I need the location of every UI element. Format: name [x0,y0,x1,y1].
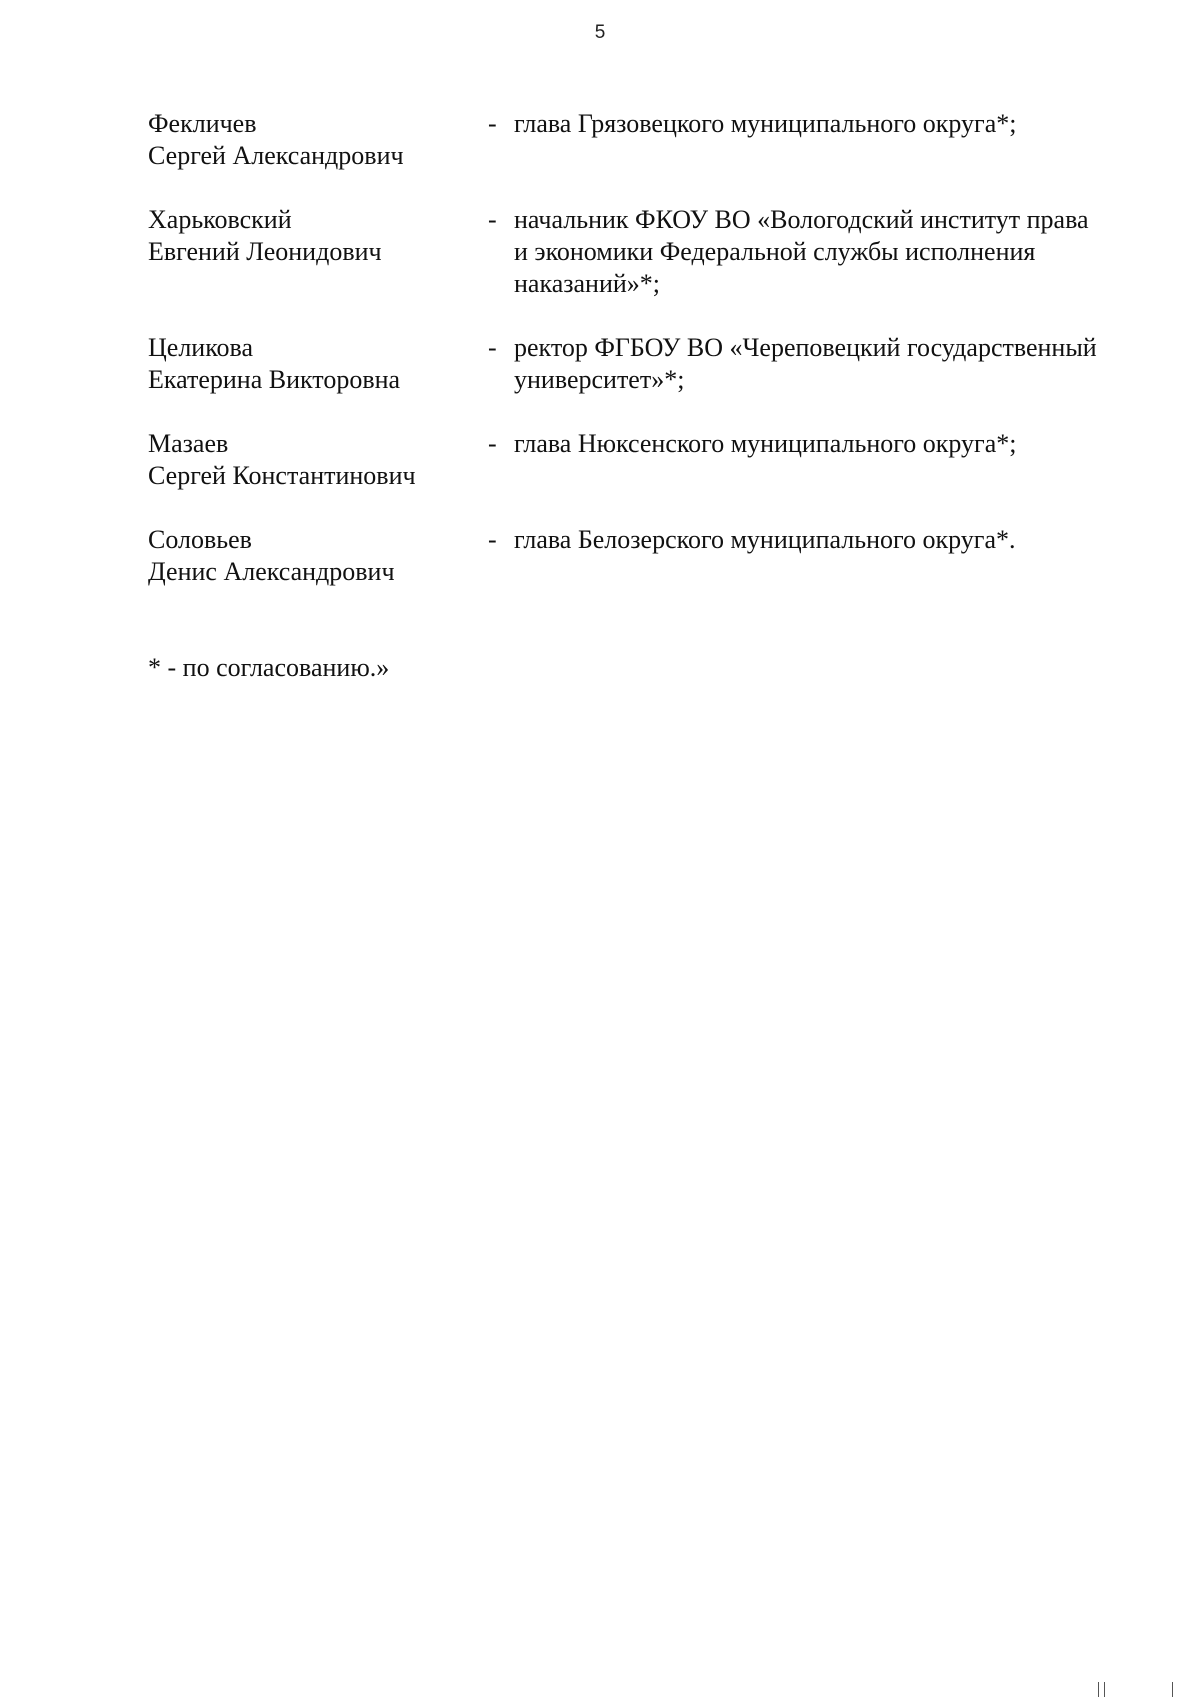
member-given-names: Екатерина Викторовна [148,365,401,394]
member-role [514,108,1174,140]
role-line: наказаний»*; [514,269,661,298]
member-name [148,524,478,588]
member-given-names: Сергей Александрович [148,141,404,170]
member-surname: Целикова [148,333,253,362]
member-surname: Харьковский [148,205,292,234]
member-name [148,204,478,268]
member-given-names: Сергей Константинович [148,461,416,490]
role-line: глава Белозерского муниципального округа*. [514,525,1016,554]
member-role [514,524,1174,556]
member-role [514,204,1174,300]
scan-edge-mark [1098,1682,1099,1697]
member-given-names: Денис Александрович [148,557,395,586]
member-given-names: Евгений Леонидович [148,237,382,266]
member-surname: Мазаев [148,429,229,458]
member-name [148,428,478,492]
member-surname: Фекличев [148,109,257,138]
scan-edge-mark [1104,1682,1105,1697]
role-line: ректор ФГБОУ ВО «Череповецкий государственный [514,333,1097,362]
role-line: и экономики Федеральной службы исполнения [514,237,1036,266]
member-role [514,428,1174,460]
entry-dash: - [488,109,497,138]
entry-dash: - [488,205,497,234]
entry-dash: - [488,429,497,458]
member-role [514,332,1174,396]
member-surname: Соловьев [148,525,252,554]
entry-dash: - [488,525,497,554]
role-line: глава Грязовецкого муниципального округа*; [514,109,1017,138]
role-line: университет»*; [514,365,685,394]
member-name [148,108,478,172]
page-number: 5 [594,22,606,43]
entry-dash: - [488,333,497,362]
footnote: * - по согласованию.» [148,653,390,682]
scan-edge-mark [1172,1682,1173,1697]
role-line: глава Нюксенского муниципального округа*; [514,429,1017,458]
member-name [148,332,478,396]
role-line: начальник ФКОУ ВО «Вологодский институт права [514,205,1089,234]
